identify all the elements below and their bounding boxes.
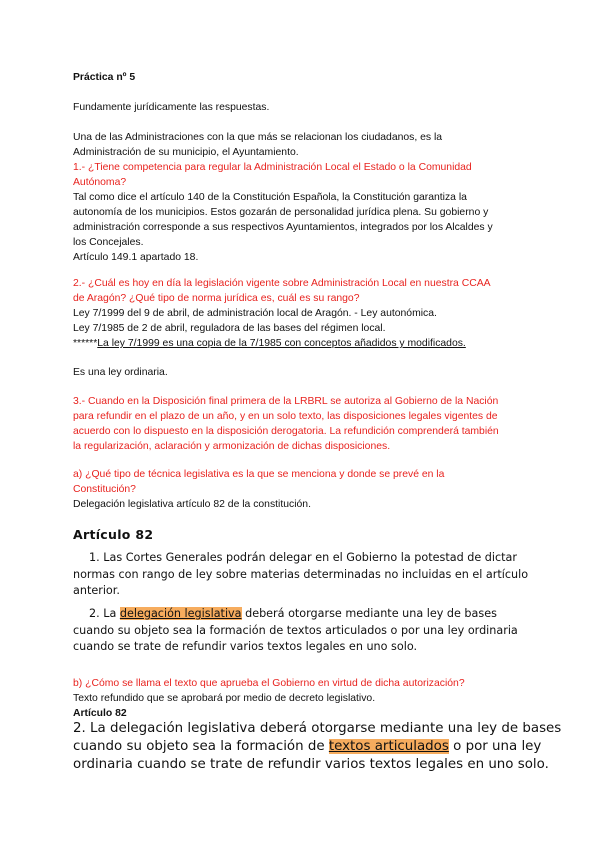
answer-2-conclusion: Es una ley ordinaria.	[73, 367, 168, 378]
text-line: autonomía de los municipios. Estos gozarán de personalidad jurídica plena. Su gobierno y	[73, 207, 489, 218]
text-fragment: o por una ley	[448, 739, 542, 754]
text-line: 3.- Cuando en la Disposición final primera de la LRBRL se autoriza al Gobierno de la Nación	[73, 396, 499, 407]
text-line: normas con rango de ley sobre materias determinadas no incluidas en el artículo	[73, 567, 529, 581]
text-line: Artículo 149.1 apartado 18.	[73, 252, 199, 263]
article-82-paragraph-2	[73, 606, 531, 656]
answer-3b: Texto refundido que se aprobará por medio de decreto legislativo.	[73, 693, 376, 704]
text-line: Constitución?	[73, 484, 136, 495]
note-underlined: La ley 7/1999 es una copia de la 7/1985 con conceptos añadidos y modificados.	[97, 338, 466, 349]
article-82-paragraph-1	[73, 550, 531, 600]
text-line: 2.- ¿Cuál es hoy en día la legislación vigente sobre Administración Local en nuestra CCAA	[73, 278, 491, 289]
text-line: administración corresponde a sus respectivos Ayuntamientos, integrados por los Alcaldes y	[73, 222, 493, 233]
text-line: anterior.	[73, 584, 120, 597]
question-2	[73, 276, 491, 306]
instruction: Fundamente jurídicamente las respuestas.	[73, 102, 270, 113]
text-line: cuando su objeto sea la formación de textos articulados o por una ley ordinaria	[73, 623, 518, 637]
article-82-heading: Artículo 82	[73, 527, 154, 542]
text-line: 2. La delegación legislativa deberá otorgarse mediante una ley de bases	[73, 721, 562, 736]
text-line: Tal como dice el artículo 140 de la Constitución Española, la Constitución garantiza la	[73, 192, 467, 203]
text-line: Autónoma?	[73, 177, 127, 188]
text-line: de Aragón? ¿Qué tipo de norma jurídica es, cuál es su rango?	[73, 293, 360, 304]
text-fragment: cuando su objeto sea la formación de	[73, 739, 329, 754]
text-line: 1. Las Cortes Generales podrán delegar en el Gobierno la potestad de dictar	[89, 551, 517, 564]
text-fragment: deberá otorgarse mediante una ley de bases	[241, 607, 497, 620]
page-title: Práctica nº 5	[73, 72, 136, 83]
note-line	[73, 336, 466, 351]
question-3-statement	[73, 394, 499, 454]
text-line: los Concejales.	[73, 237, 144, 248]
highlighted-term: delegación legislativa	[119, 607, 242, 620]
answer-1	[73, 190, 493, 265]
text-line	[73, 738, 561, 756]
text-line: Ley 7/1999 del 9 de abril, de administración local de Aragón. - Ley autonómica.	[73, 308, 437, 319]
text-line: a) ¿Qué tipo de técnica legislativa es la que se menciona y donde se prevé en la	[73, 469, 445, 480]
highlighted-term: textos articulados	[328, 739, 449, 754]
text-line: ordinaria cuando se trate de refundir varios textos legales en uno solo.	[73, 757, 549, 772]
question-1	[73, 160, 472, 190]
text-fragment: 2. La	[89, 607, 120, 620]
answer-2	[73, 306, 466, 351]
text-line: 1.- ¿Tiene competencia para regular la Administración Local el Estado o la Comunidad	[73, 162, 472, 173]
answer-3a: Delegación legislativa artículo 82 de la constitución.	[73, 499, 311, 510]
text-line: cuando se trate de refundir varios textos legales en uno solo.	[73, 640, 418, 653]
article-82-heading-2: Artículo 82	[73, 708, 127, 719]
text-line	[73, 606, 531, 623]
text-line: Administración de su municipio, el Ayuntamiento.	[73, 147, 299, 158]
question-3a	[73, 467, 444, 497]
text-line: acuerdo con lo dispuesto en la disposición derogatoria. La refundición comprenderá también	[73, 426, 499, 437]
text-line: la regularización, aclaración y armonización de dichas disposiciones.	[73, 441, 391, 452]
text-line: Una de las Administraciones con la que más se relacionan los ciudadanos, es la	[73, 132, 443, 143]
note-prefix: ******	[73, 338, 98, 349]
intro-paragraph	[73, 130, 442, 160]
article-82-quote	[73, 720, 561, 774]
text-line: para refundir en el plazo de un año, y en un solo texto, las disposiciones legales vigentes de	[73, 411, 498, 422]
question-3b: b) ¿Cómo se llama el texto que aprueba el Gobierno en virtud de dicha autorización?	[73, 678, 465, 689]
text-line: Ley 7/1985 de 2 de abril, reguladora de las bases del régimen local.	[73, 323, 386, 334]
